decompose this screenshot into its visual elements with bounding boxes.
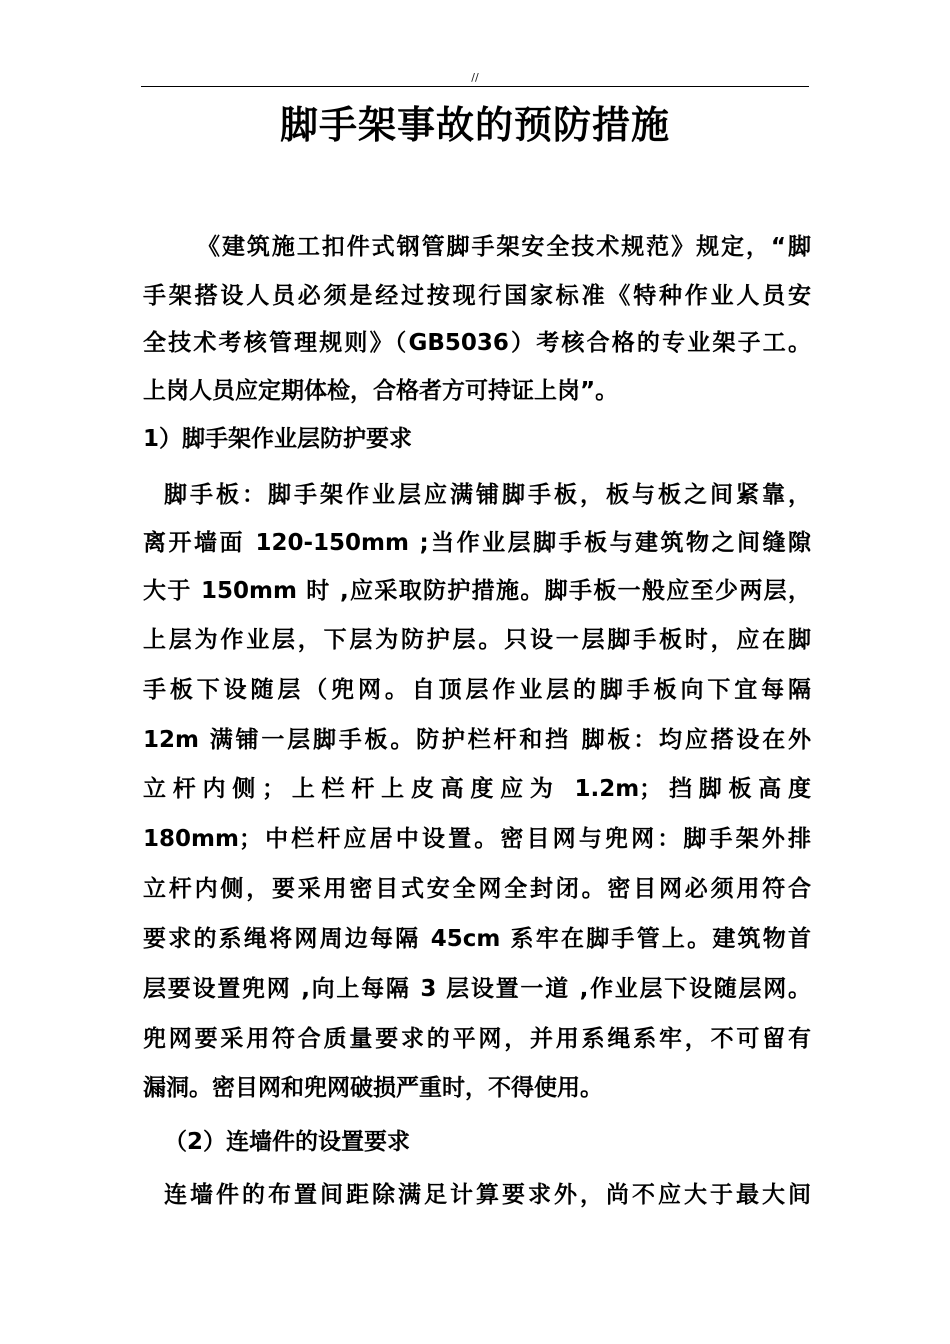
paragraph-line: 《建筑施工扣件式钢管脚手架安全技术规范》规定，“脚 [197,234,811,260]
paragraph-line: 180mm；中栏杆应居中设置。密目网与兜网：脚手架外排 [143,826,811,852]
paragraph-line: 手架搭设人员必须是经过按现行国家标准《特种作业人员安 [143,283,811,309]
paragraph-line: 大于 150mm 时 ,应采取防护措施。脚手板一般应至少两层， [143,578,811,604]
section-heading: 1）脚手架作业层防护要求 [143,426,413,452]
section-heading: （2）连墙件的设置要求 [164,1129,411,1155]
paragraph-line: 脚手板：脚手架作业层应满铺脚手板，板与板之间紧靠， [164,482,811,508]
paragraph-line: 全技术考核管理规则》（GB5036）考核合格的专业架子工。 [143,330,811,356]
header-rule [141,86,809,87]
paragraph-line: 兜网要采用符合质量要求的平网，并用系绳系牢，不可留有 [143,1026,811,1052]
paragraph-line: 立杆内侧，要采用密目式安全网全封闭。密目网必须用符合 [143,876,811,902]
paragraph-line: 连墙件的布置间距除满足计算要求外，尚不应大于最大间 [164,1182,811,1208]
paragraph-line: 层要设置兜网 ,向上每隔 3 层设置一道 ,作业层下设随层网。 [143,976,811,1002]
paragraph-line: 12m 满铺一层脚手板。防护栏杆和挡 脚板：均应搭设在外 [143,727,811,753]
header-mark: // [471,71,479,84]
paragraph-line: 上岗人员应定期体检，合格者方可持证上岗”。 [143,378,619,404]
paragraph-line: 立杆内侧；上栏杆上皮高度应为 1.2m；挡脚板高度 [143,776,811,802]
document-title: 脚手架事故的预防措施 [279,103,670,147]
paragraph-line: 手板下设随层（兜网。自顶层作业层的脚手板向下宜每隔 [143,677,811,703]
paragraph-line: 漏洞。密目网和兜网破损严重时，不得使用。 [143,1075,603,1101]
paragraph-line: 离开墙面 120-150mm ;当作业层脚手板与建筑物之间缝隙 [143,530,811,556]
paragraph-line: 要求的系绳将网周边每隔 45cm 系牢在脚手管上。建筑物首 [143,926,811,952]
paragraph-line: 上层为作业层，下层为防护层。只设一层脚手板时，应在脚 [143,627,811,653]
